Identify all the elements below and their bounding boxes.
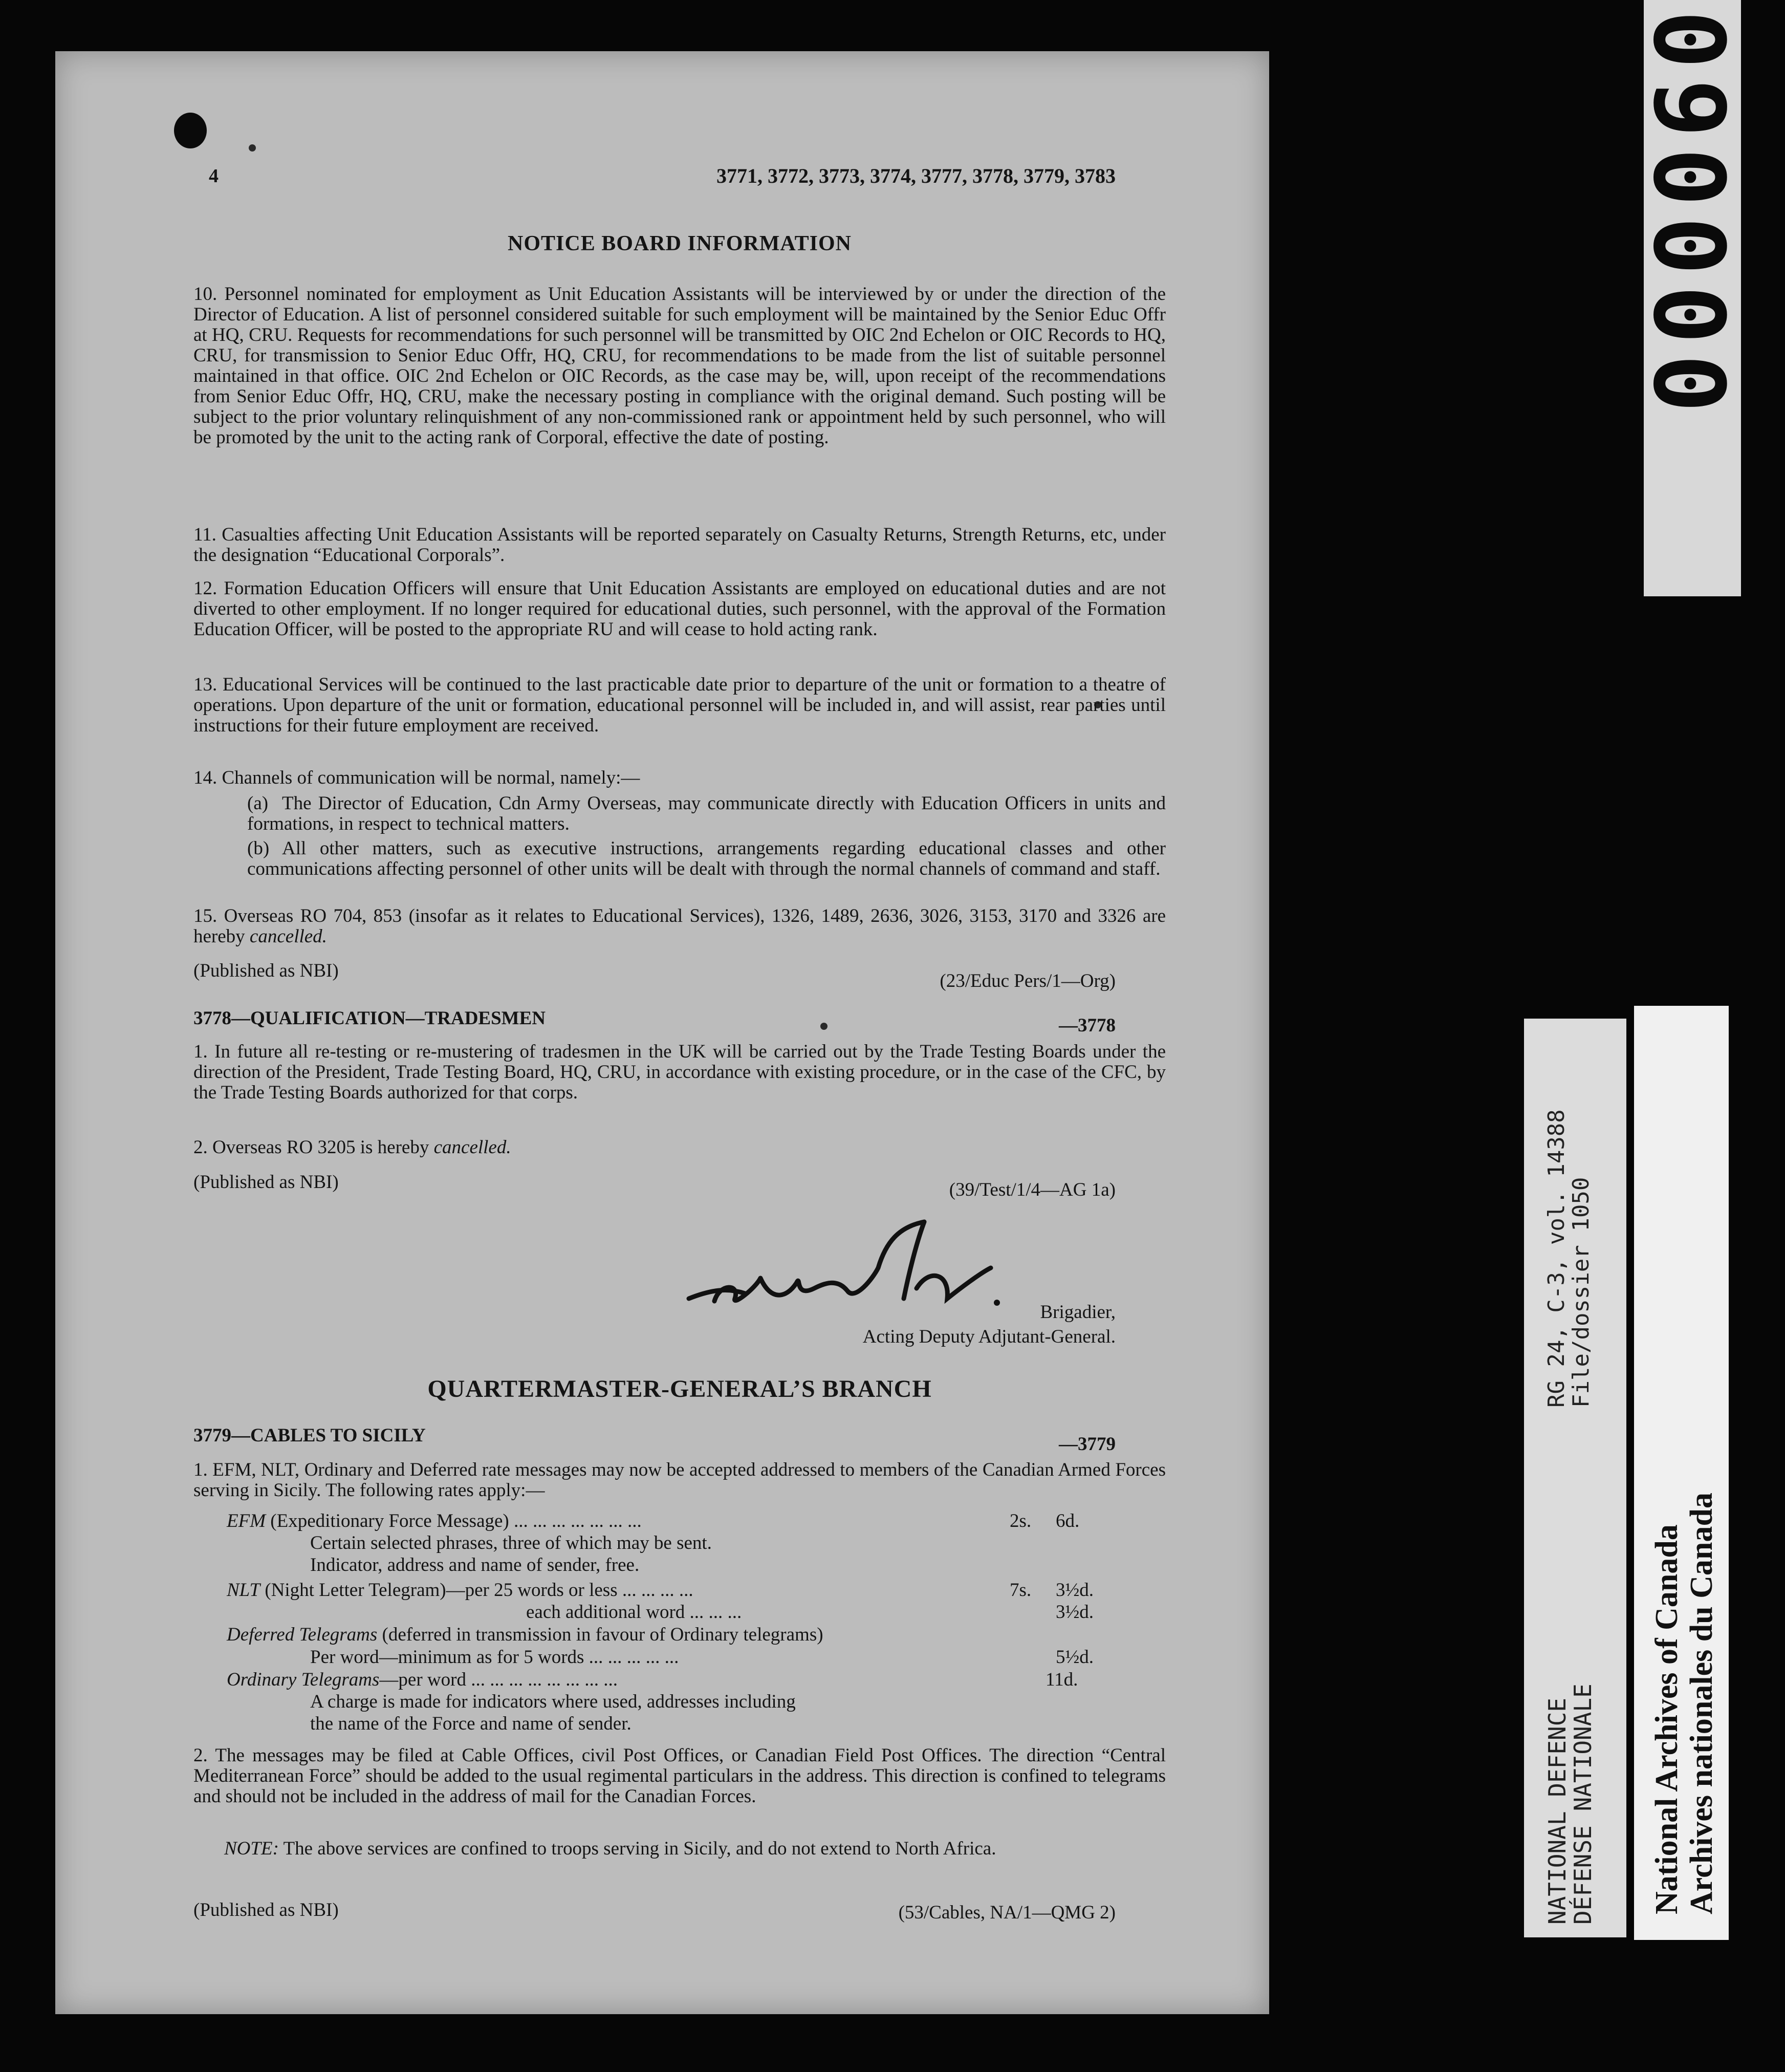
rate-additional: each additional word ... ... ...	[526, 1602, 742, 1623]
speck	[820, 1023, 828, 1030]
rate-row-ordinary	[227, 1669, 618, 1691]
rate-note: the name of the Force and name of sender.	[310, 1713, 632, 1734]
paragraph-12: 12. Formation Education Officers will ensure that Unit Education Assistants are employed on educational duties and are not diverted to other employment. If no longer required for educational duties, such personnel, with the approval of the Formation Education Officer, will be posted to the appropriate RU and will cease to hold acting rank.	[193, 578, 1166, 640]
rate-name: EFM	[227, 1510, 266, 1531]
published-note: (Published as NBI)	[193, 960, 339, 981]
punch-hole	[174, 113, 207, 148]
rate-desc: (deferred in transmission in favour of Ordinary telegrams)	[382, 1624, 823, 1645]
signatory-appointment: Acting Deputy Adjutant-General.	[862, 1326, 1116, 1347]
reference-block	[1544, 1039, 1594, 1408]
rate-pence: 6d.	[1056, 1510, 1080, 1531]
rate-pence: 5½d.	[1056, 1647, 1094, 1668]
rate-name: NLT	[227, 1580, 260, 1601]
frame-number-strip	[1636, 0, 1749, 596]
order-3778-number: —3778	[1059, 1015, 1116, 1036]
list-text: The Director of Education, Cdn Army Overseas, may communicate directly with Education Officers in units and formations, in respect to technical matters.	[247, 793, 1166, 834]
order-3778-paragraph-2-text: 2. Overseas RO 3205 is hereby	[193, 1137, 429, 1158]
department-block	[1544, 1536, 1596, 1925]
document-page	[55, 51, 1269, 2014]
order-3779-paragraph-2: 2. The messages may be filed at Cable Offices, civil Post Offices, or Canadian Field Post Offices. The direction “Central Mediterranean Force” should be added to the usual regimental particulars in the address. This direction is confined to telegrams and should not be included in the address of mail for the Canadian Forces.	[193, 1745, 1166, 1807]
archives-english: National Archives of Canada	[1649, 1524, 1684, 1914]
order-numbers: 3771, 3772, 3773, 3774, 3777, 3778, 3779, 3783	[716, 164, 1116, 187]
paragraph-15-emphasis: cancelled.	[249, 926, 327, 947]
file-reference: (53/Cables, NA/1—QMG 2)	[898, 1902, 1116, 1923]
rate-row-deferred	[227, 1624, 823, 1646]
list-text: All other matters, such as executive instructions, arrangements regarding educational classes and other communications affecting personnel of other units will be dealt with through the normal channels of command and staff.	[247, 838, 1166, 879]
rate-note: A charge is made for indicators where used, addresses including	[310, 1691, 796, 1712]
paragraph-15-text: 15. Overseas RO 704, 853 (insofar as it relates to Educational Services), 1326, 1489, 2636, 3026, 3153, 3170 and 3326 are hereby	[193, 905, 1166, 947]
order-3778-paragraph-2-emphasis: cancelled.	[433, 1137, 511, 1158]
order-3778-paragraph-1: 1. In future all re-testing or re-mustering of tradesmen in the UK will be carried out by the Trade Testing Boards under the direction of the President, Trade Testing Board, HQ, CRU, in accordance with existing procedure, or in the case of the CFC, by the Trade Testing Boards authorized for that corps.	[193, 1041, 1166, 1103]
paragraph-10: 10. Personnel nominated for employment as Unit Education Assistants will be interviewed by or under the direction of the Director of Education. A list of personnel considered suitable for such employment will be maintained by the Senior Educ Offr at HQ, CRU. Requests for recommendations for such personnel will be transmitted by OIC 2nd Echelon or OIC Records to HQ, CRU, for transmission to Senior Educ Offr, HQ, CRU, for recommendations to be made from the list of suitable personnel maintained in that office. OIC 2nd Echelon or OIC Records, as the case may be, will, upon receipt of the recommendations from Senior Educ Offr, HQ, CRU, make the necessary posting in compliance with the original demand. Such posting will be subject to the prior voluntary relinquishment of any non-commissioned rank or appointment held by such personnel, who will be promoted by the unit to the acting rank of Corporal, effective the date of posting.	[193, 284, 1166, 448]
paragraph-14a	[247, 793, 1166, 834]
rate-pence: 3½d.	[1056, 1580, 1094, 1601]
order-3779-number: —3779	[1059, 1434, 1116, 1455]
file-reference: (23/Educ Pers/1—Org)	[940, 970, 1116, 991]
rate-desc: —per word ... ... ... ... ... ... ... ...	[379, 1669, 618, 1690]
order-3779-note	[224, 1839, 1166, 1859]
national-archives-card	[1634, 1006, 1729, 1940]
order-3779-title: 3779—CABLES TO SICILY	[193, 1425, 426, 1446]
paragraph-13: 13. Educational Services will be continued to the last practicable date prior to departure of the unit or formation to a theatre of operations. Upon departure of the unit or formation, educational personnel will be included in, and will assist, rear parties until instructions for their future employment are received.	[193, 674, 1166, 736]
signatory-rank: Brigadier,	[1040, 1302, 1116, 1323]
rate-row-efm	[227, 1510, 642, 1532]
section-title-notice-board: NOTICE BOARD INFORMATION	[508, 232, 852, 255]
frame-number: 000060	[1636, 0, 1749, 413]
rate-note: Indicator, address and name of sender, free.	[310, 1555, 640, 1575]
department-english: NATIONAL DEFENCE	[1543, 1697, 1571, 1925]
rate-name: Ordinary Telegrams	[227, 1669, 380, 1690]
rate-desc: (Expeditionary Force Message) ... ... ... ... ... ... ...	[270, 1510, 642, 1531]
file-reference: (39/Test/1/4—AG 1a)	[949, 1179, 1116, 1200]
note-text: The above services are confined to troops serving in Sicily, and do not extend to North Africa.	[283, 1838, 996, 1859]
note-label: NOTE:	[224, 1838, 279, 1859]
section-title-qmg-branch: QUARTERMASTER-GENERAL’S BRANCH	[427, 1375, 932, 1402]
page-number: 4	[209, 165, 219, 187]
order-3778-title: 3778—QUALIFICATION—TRADESMEN	[193, 1008, 546, 1029]
rate-note: Certain selected phrases, three of which may be sent.	[310, 1533, 712, 1553]
order-3779-paragraph-1: 1. EFM, NLT, Ordinary and Deferred rate messages may now be accepted addressed to members of the Canadian Armed Forces serving in Sicily. The following rates apply:—	[193, 1459, 1166, 1501]
rate-shillings: 7s.	[1010, 1580, 1032, 1601]
paragraph-14b	[247, 838, 1166, 879]
speck	[249, 144, 256, 152]
order-3778-paragraph-2	[193, 1137, 1166, 1158]
archives-french: Archives nationales du Canada	[1684, 1493, 1719, 1914]
rate-row-nlt	[227, 1579, 693, 1601]
department-french: DÉFENSE NATIONALE	[1569, 1684, 1597, 1925]
rate-per-word: Per word—minimum as for 5 words ... ... ... ... ...	[310, 1647, 679, 1668]
paragraph-11: 11. Casualties affecting Unit Education Assistants will be reported separately on Casualty Returns, Strength Returns, etc, under the designation “Educational Corporals”.	[193, 524, 1166, 566]
rate-pence: 11d.	[1046, 1669, 1078, 1690]
list-label: (b)	[247, 838, 270, 859]
archives-block	[1649, 1188, 1719, 1914]
handwritten-signature	[684, 1212, 1001, 1324]
record-group-reference: RG 24, C-3, vol. 14388	[1543, 1109, 1570, 1408]
rate-shillings: 2s.	[1010, 1510, 1032, 1531]
rate-desc: (Night Letter Telegram)—per 25 words or less ... ... ... ...	[265, 1580, 693, 1601]
published-note: (Published as NBI)	[193, 1900, 339, 1920]
rate-pence: 3½d.	[1056, 1602, 1094, 1623]
rate-name: Deferred Telegrams	[227, 1624, 378, 1645]
paragraph-14: 14. Channels of communication will be normal, namely:—	[193, 767, 640, 788]
published-note: (Published as NBI)	[193, 1172, 339, 1193]
file-dossier-reference: File/dossier 1050	[1568, 1177, 1594, 1408]
paragraph-15	[193, 906, 1166, 947]
list-label: (a)	[247, 793, 269, 814]
archive-reference-card	[1524, 1019, 1626, 1937]
